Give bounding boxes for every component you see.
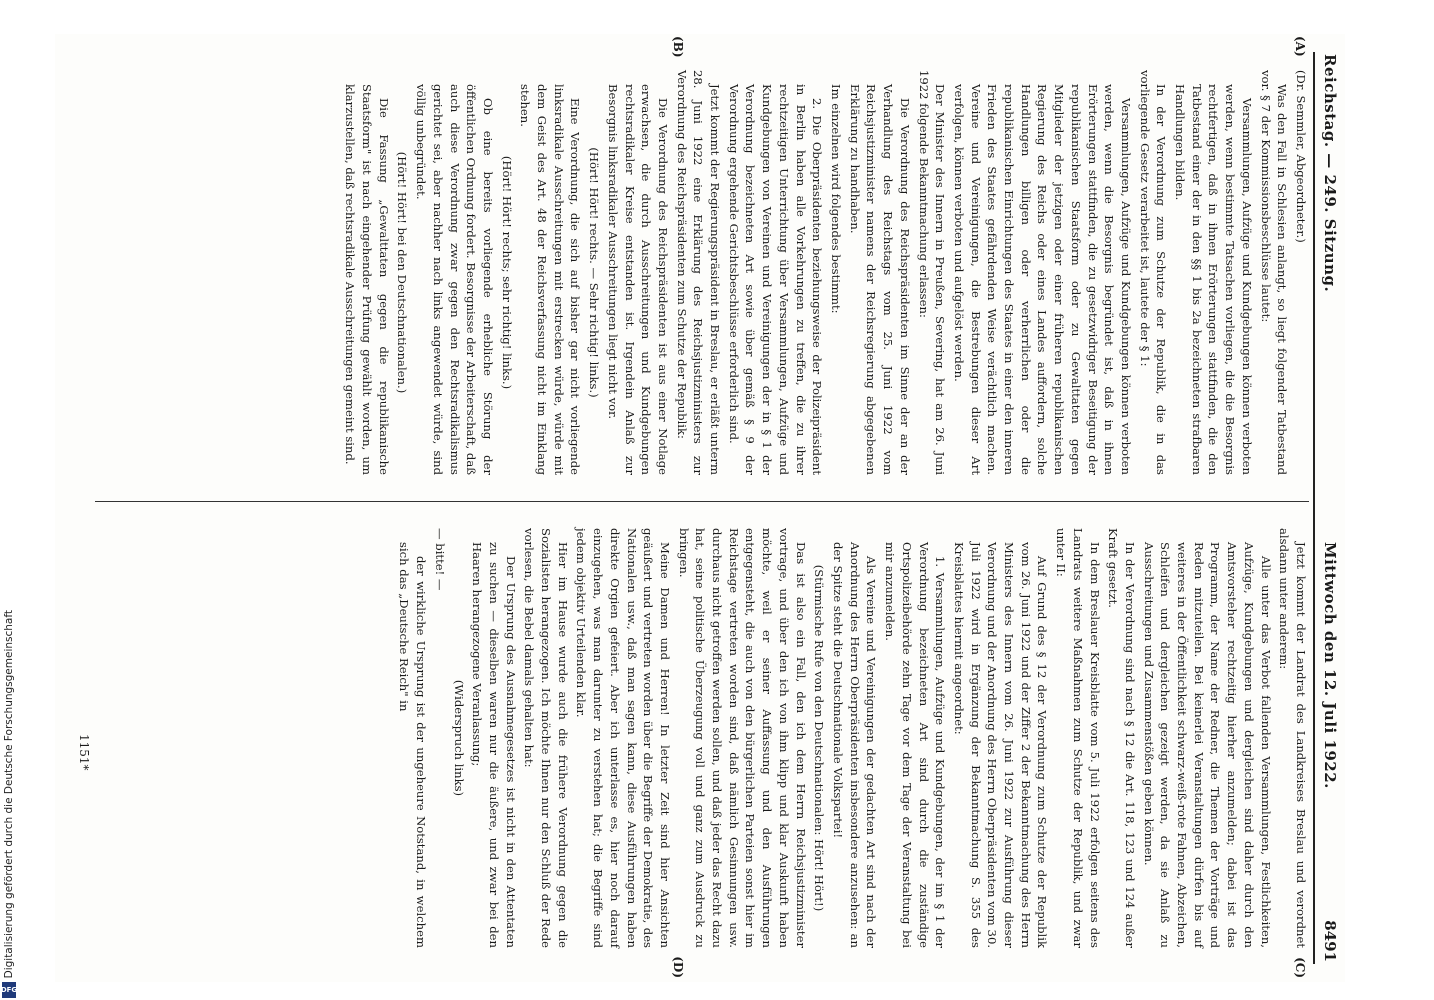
interjection: (Hört! Hört! rechts. — Sehr richtig! links.) [587, 147, 602, 398]
margin-mark-a: (A) [1293, 36, 1307, 57]
paragraph: Jetzt kommt der Regierungspräsident in Breslau, er erläßt unterm 28. Juni 1922 eine Erklärung des Reichsjustizministers zur Verordnung des Reichspräsidenten zum Schutze der Republik: [674, 70, 723, 475]
paragraph: Das ist also ein Fall, den ich dem Herrn Reichsjustizminister vortrage, und über den ich von ihm klipp und klar Auskunft haben möchte, weil er seiner Auffassung und den Ausführungen entgegensteht, die auch von den bürgerlichen Parteien sonst hier im Reichstage vertreten worden sind, daß nämlich Gesinnungen usw. durchaus nicht getroffen werden sollen, und daß jeder das Recht dazu hat, seine politische Überzeugung voll und ganz zum Ausdruck zu bringen. [676, 528, 808, 948]
interjection: (Widerspruch links) [451, 679, 466, 797]
quote-paragraph: Der Ursprung des Ausnahmegesetzes ist nicht in den Attentaten zu suchen — dieselben waren nur die äußere, und zwar bei den Haaren herangezogene Veranlassung; [470, 542, 518, 948]
paragraph: Jetzt kommt der Landrat des Landkreises Breslau und verordnet alsdann unter anderem: [1277, 528, 1308, 948]
interjection: — bitte! — [432, 528, 447, 591]
paragraph: Was den Fall in Schlesien anlangt, so liegt folgender Tatbestand vor. § 7 der Kommissionsbeschlüsse lautet: [1258, 70, 1290, 475]
paragraph: In der Verordnung zum Schutze der Republik, die in das vorliegende Gesetz verarbeitet ist, lautete der § 1: [1137, 70, 1169, 475]
column-divider [95, 501, 1309, 502]
paragraph: Meine Damen und Herren! In letzter Zeit sind hier Ansichten geäußert und vertreten worden über die Begriffe der Demokratie, des Nationalen usw., daß man sagen kann, diese Ausführungen haben direkte Orgien gefeiert. Aber ich unterlasse es, hier noch darauf einzugehen, was man darunter zu verstehen hat; die Begriffe sind jedem objektiv Urteilenden klar. [574, 528, 672, 948]
header-right: Mittwoch den 12. Juli 1922. [1321, 542, 1339, 789]
paragraph: Hier im Hause wurde auch die frühere Verordnung gegen die Sozialisten herangezogen. Ich möchte Ihnen nur den Schluß der Rede vorlesen, die Bebel damals gehalten hat: [522, 528, 570, 948]
quote-paragraph: 2. Die Oberpräsidenten beziehungsweise der Polizeipräsident in Berlin haben alle Vorkehrungen zu treffen, die zu ihrer rechtzeitigen Unterrichtung über Versammlungen, Aufzüge und Kundgebungen von Vereinen und Vereinigungen der in § 1 der Verordnung bezeichneten Art sowie über gemäß § 9 der Verordnung ergehende Gerichtsbeschlüsse erforderlich sind. [726, 84, 825, 475]
left-column [69, 70, 1309, 475]
quote-paragraph: Versammlungen, Aufzüge und Kundgebungen können verboten werden, wenn bestimmte Tatsachen vorliegen, die die Besorgnis rechtfertigen, daß in ihnen Erörterungen stattfinden, die den Tatbestand einer der in den §§ 1 bis 2a bezeichneten strafbaren Handlungen bilden. [1173, 84, 1254, 475]
quote-paragraph: Auf Grund des § 12 der Verordnung zum Schutze der Republik vom 26. Juni 1922 und der Ziffer 2 der Bekanntmachung des Herrn Ministers des Innern vom 26. Juni 1922 zur Ausführung dieser Verordnung und der Anordnung des Herrn Oberpräsidenten vom 30. Juli 1922 wird in Ergänzung der Bekanntmachung S. 355 des Kreisblattes hiermit angeordnet: [951, 542, 1050, 948]
quote-paragraph: Eine Verordnung, die sich auf bisher gar nicht vorliegende linksradikale Ausschreitungen mit erstrecken würde, würde mit dem Geist des Art. 48 der Reichsverfassung nicht im Einklang stehen. [518, 84, 583, 475]
funding-notice: Digitalisierung gefördert durch die Deutsche Forschungsgemeinschaft [3, 609, 15, 978]
quote-paragraph: Versammlungen, Aufzüge und Kundgebungen können verboten werden, wenn die Besorgnis begründet ist, daß in ihnen Erörterungen stattfinden, die zu gesetzwidriger Beseitigung der republikanischen Staatsform oder zu Gewalttaten gegen Mitglieder der jetzigen oder einer früheren republikanischen Regierung des Reichs oder eines Landes auffordern, solche Handlungen billigen oder verherrlichen oder die republikanischen Einrichtungen des Staates in einer den inneren Frieden des Staates gefährdenden Weise verächtlich machen. Vereine und Vereinigungen, die Bestrebungen dieser Art verfolgen, können verboten und aufgelöst werden. [951, 84, 1133, 475]
rotated-page [55, 34, 1345, 982]
interjection: (Hört! Hört! bei den Deutschnationalen.) [395, 151, 410, 394]
quote-paragraph: Die Verordnung des Reichspräsidenten im Sinne der an der Verhandlung des Reichstags vom 25. Juni 1922 vom Reichsjustizminister namens der Reichsregierung abgegebenen Erklärung zu handhaben. [847, 84, 912, 475]
interjection: (Hört! Hört! rechts; sehr richtig! links.) [499, 155, 514, 390]
quote-paragraph: 1. Versammlungen, Aufzüge und Kundgebungen, der im § 1 der Verordnung bezeichneten Art sind durch die zuständige Ortspolizeibehörde zehn Tage vor dem Tage der Veranstaltung bei mir anzumelden. [883, 542, 948, 948]
header-rule [1313, 52, 1315, 964]
quote-paragraph: Die Verordnung des Reichspräsidenten ist aus einer Notlage erwachsen, die durch Ausschreitungen und Kundgebungen rechtsradikaler Kreise entstanden ist. Irgendein Anlaß zur Besorgnis linksradikaler Ausschreitungen liegt nicht vor. [605, 84, 670, 475]
header-left: Reichstag. — 249. Sitzung. [1321, 54, 1339, 293]
margin-mark-b: (B) [671, 36, 685, 58]
quote-paragraph: Ob eine bereits vorliegende erhebliche Störung der öffentlichen Ordnung fordert. Besorgnisse der Arbeiterschaft, daß auch diese Verordnung zwar gegen den Rechtsradikalismus gerichtet sei, aber nachher nach links angewendet würde, sind völlig unbegründet. [414, 84, 495, 475]
signature-mark: 1151* [77, 734, 91, 771]
paragraph: In der Verordnung sind nach § 12 die Art. 118, 123 und 124 außer Kraft gesetzt. [1106, 528, 1137, 948]
page-header [1317, 54, 1339, 962]
page-number: 8491 [1321, 920, 1339, 962]
paragraph: Im einzelnen wird folgendes bestimmt: [829, 84, 844, 314]
paragraph: In dem Breslauer Kreisblatte vom 5. Juli 1922 erfolgen seitens des Landrats weitere Maßnahmen zum Schutze der Republik, und zwar unter II: [1054, 528, 1102, 948]
margin-mark-d: (D) [671, 956, 685, 978]
speaker-note: (Dr. Semmler, Abgeordneter.) [1294, 70, 1308, 243]
interjection: (Stürmische Rufe von den Deutschnationalen: Hört! Hört!) [812, 564, 827, 912]
quote-paragraph: der wirkliche Ursprung ist der ungeheure Notstand, in welchem sich das „Deutsche Reich" in [397, 542, 429, 948]
right-column [69, 528, 1309, 948]
quote-paragraph: Als Vereine und Vereinigungen der gedachten Art sind nach der Anordnung des Herrn Oberpräsidenten insbesondere anzusehen: an der Spitze steht die Deutschnationale Volkspartei! [831, 542, 879, 948]
dfg-logo: DFG [2, 982, 16, 998]
quote-paragraph: Die Fassung „Gewalttaten gegen die republikanische Staatsform" ist nach eingehender Prüfung gewählt worden, um klarzustellen, daß rechtsradikale Ausschreitungen gemeint sind. [343, 84, 391, 475]
quote-paragraph: Alle unter das Verbot fallenden Versammlungen, Festlichkeiten, Aufzüge, Kundgebungen und dergleichen sind daher durch den Amtsvorsteher rechtzeitig hierher anzumelden; dabei ist das Programm, der Name der Redner, die Themen der Vorträge und Reden mitzuteilen. Bei keinerlei Veranstaltungen dürfen bis auf weiteres in der Öffentlichkeit schwarz-weiß-rote Fahnen, Abzeichen, Schleifen und dergleichen gezeigt werden, da sie Anlaß zu Ausschreitungen und Zusammenstößen geben können. [1141, 542, 1273, 948]
dfg-sidebar [0, 600, 18, 1000]
margin-mark-c: (C) [1293, 957, 1307, 978]
paragraph: Der Minister des Innern in Preußen, Severing, hat am 26. Juni 1922 folgende Bekanntmachung erlassen: [916, 70, 948, 475]
